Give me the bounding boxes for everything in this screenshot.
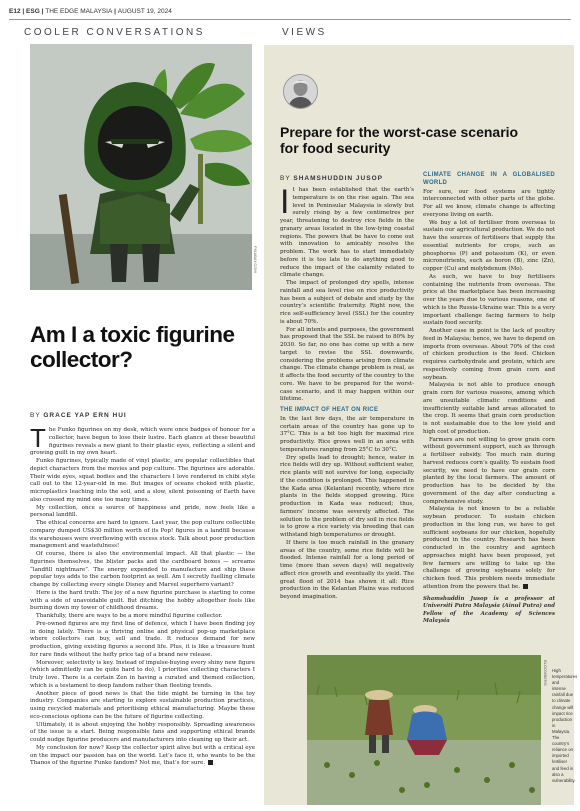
figurine-photo — [30, 44, 252, 290]
right-paragraph: Dry spells lead to drought; hence, water in rice fields will dry up. Without sufficient water, rice plants will not survive for long, especially if the condition is prolonged. This happened in the Kada area (Kelantan) recently, where rice plants in the fields stopped growing. Rice production in Kada was reduced; thus, farmers’ income was severely affected. The solution to the problem of dry soil in rice fields is to grow a rice variety via breeding that can withstand high temperatures or drought. — [280, 454, 414, 538]
author-bio: Shamshuddin Jusop is a professor at Universiti Putra Malaysia (Ainul Putra) and Fellow of the Academy of Sciences Malaysia — [423, 595, 555, 624]
author-portrait — [283, 74, 318, 109]
right-paragraph: We buy a lot of fertiliser from overseas to sustain our agricultural production. We do not have the sources of fertilisers that supply the essential nutrients for crops, such as phosphorus (P) and potassium (K), or even micronutrients, such as boron (B), zinc (Zn), copper (Cu) and molybdenum (Mo). — [423, 219, 555, 272]
left-paragraph: Thankfully, there are ways to be a more mindful figurine collector. — [36, 613, 223, 619]
section-label-left: COOLER CONVERSATIONS — [24, 27, 205, 38]
end-mark-icon — [523, 584, 528, 589]
portrait-illustration — [284, 75, 317, 108]
left-paragraph: Of course, there is also the environmental impact. All that plastic — the figurines themselves, the blister packs and the cardboard boxes — screams “landfill nightmare”. The energy expended to manufacture and ship these popular toys adds to the carbon footprint as well. Am I secretly fuelling climate change by collecting every single Disney and Marvel superhero variant? — [30, 551, 255, 588]
right-paragraph: Another case in point is the lack of poultry feed in Malaysia; hence, we have to depend on imports from overseas. About 70% of the cost of chicken production is the feed. Chicken requires carbohydrate and protein, which are respectively coming from grain corn and soybean. — [423, 328, 555, 381]
right-paragraph — [280, 183, 414, 280]
left-paragraph: Ultimately, it is about enjoying the hobby responsibly. Spreading awareness of the issue is a start. Being responsible fans and supporting ethical brands could nudge figurine producers and manufacturers into cleaning up their act. — [30, 721, 255, 743]
left-paragraph — [30, 745, 255, 768]
left-byline — [30, 412, 127, 419]
photo-credit-right: BLOOMBERG — [543, 660, 548, 686]
right-paragraph: For all intents and purposes, the government has proposed that the SSL be raised to 80% by 2030. So far, no one has come up with a new target to revise the SSL downwards, considering the problems arising from climate change. The climate change problem is real, as it affects the food security of the country to the core. We have to be prepared for the worst-case scenario, and it may happen within our lifetime. — [280, 326, 414, 403]
right-paragraph: The impact of prolonged dry spells, intense rainfall and sea level rise on rice productivity has been a subject of debate and study by the country’s scientific fraternity. Right now, the rice self-sufficiency level (SSL) for the country is about 70%. — [280, 280, 414, 325]
byline-prefix: BY — [280, 175, 291, 182]
byline-prefix: BY — [30, 412, 41, 419]
left-dropcap: T — [30, 423, 46, 453]
left-paragraph: The ethical concerns are hard to ignore. Last year, the pop culture collectible company dumped US$30 million worth of its Pop! figures in a landfill because its warehouses were overflowing with excess stock. Talk about poor production management and wastefulness! — [30, 520, 255, 550]
right-author: SHAMSHUDDIN JUSOP — [293, 175, 383, 182]
right-paragraph: For sure, our food systems are tightly interconnected with other parts of the globe. For all we know, climate change is affecting everyone living on earth. — [423, 188, 555, 218]
subhead-globalised-world: CLIMATE CHANGE IN A GLOBALISED WORLD — [423, 172, 555, 186]
right-paragraph: As such, we have to buy fertilisers containing the nutrients from overseas. The price at the marketplace has been increasing over the years due to various reasons, one of which is the Russia-Ukraine war. This is a very important challenge facing farmers to help sustain food security. — [423, 273, 555, 327]
right-paragraph — [423, 506, 555, 591]
right-headline: Prepare for the worst-case scenario for food security — [280, 124, 519, 156]
right-byline — [280, 175, 383, 182]
folio-separator: | — [41, 8, 44, 15]
left-paragraph: Funko figurines, typically made of vinyl plastic, are popular collectibles that depict characters from the movies and pop culture. The figurines are adorable. Their wide eyes, squat bodies and the characters I love rendered in chibi style call out to the 12-year-old in me. But images of oceans choked with plastic, microplastics leaching into the soil, and a slow, silent poisoning of Earth have also crossed my mind one too many times. — [30, 458, 255, 503]
figurine-illustration — [30, 44, 252, 290]
right-paragraph: Malaysia is not able to produce enough grain corn for various reasons, among which are unsuitable climatic conditions and insufficiently suitable land areas allocated to the crop. It seems that grain corn production is not sustainable due to the low yield and high cost of production. — [423, 382, 555, 435]
right-paragraph-text: t has been established that the earth’s temperature is on the rise again. The sea level in Peninsular Malaysia is slowly but surely rising by a few centimetres per year, threatening to destroy rice fields in the granary areas located in the low-lying coastal regions. The powers that be have to come out with innovation to amicably resolve the problem. The work has to start immediately before it is too late to do anything good to reduce the impact of the calamity related to climate change. — [280, 187, 414, 279]
page-number: E12 — [9, 8, 21, 15]
right-paragraph: If there is too much rainfall in the granary areas of the country, some rice fields will be flooded. Intense rainfall for a long period of time (more than seven days) will negatively affect rice growth and eventually its yield. The great flood of 2014 has shown it all: Rice production in the Kelantan Plains was reduced beyond imagination. — [280, 539, 414, 600]
right-paragraph-text: Malaysia is not known to be a reliable soybean producer. To sustain chicken production in the long run, we have to get sufficient soybeans for our chicken, hopefully produced in the country. Research has been conducted in the country and agritech approaches might have been proposed, yet few farmers are willing to take up the challenge of growing soybeans solely for chicken feed. This problem needs immediate attention from the powers that be. — [423, 506, 555, 590]
left-paragraph: Another piece of good news is that the tide might be turning in the toy industry. Companies are starting to explore sustainable production practices, using recycled materials and prioritising ethical manufacturing. Maybe these eco-conscious options can be the future of figurine collecting. — [30, 690, 255, 720]
end-mark-icon — [208, 760, 213, 765]
left-paragraph: My collection, once a source of happiness and pride, now feels like a personal landfill. — [30, 504, 255, 519]
left-paragraph — [30, 423, 255, 458]
rice-field-photo — [307, 655, 541, 805]
right-paragraph: In the last few days, the air temperature in certain areas of the country has gone up to 37°C. This is a bit too high for maximal rice productivity. Rice grows well in an area with temperatures ranging from 25°C to 30°C. — [280, 415, 414, 453]
section-label-right: VIEWS — [282, 27, 327, 38]
header-rule — [9, 19, 571, 20]
section-brand: ESG — [26, 8, 40, 15]
photo-credit-left: PIXABAY.COM — [253, 246, 258, 273]
left-author: GRACE YAP ERN HUI — [43, 412, 127, 419]
right-column-2 — [423, 172, 555, 626]
photo-caption: High temperatures and intense rainfall due to climate change will impact rice production in Malaysia. The country’s reliance on imported fertiliser and feed is also a vulnerability. — [552, 668, 578, 783]
left-paragraph-text: he Funko figurines on my desk, which were once badges of honour for a collector, have begun to lose their lustre. Each glance at these beautiful figurines reveals a new giant to their plastic eyes, reflecting a silent and growing guilt in my own heart. — [30, 427, 255, 457]
folio-separator: | — [114, 8, 116, 15]
masthead: THE EDGE MALAYSIA — [45, 8, 113, 15]
page-folio — [9, 8, 172, 15]
left-paragraph-text: My conclusion for now? Keep the collector spirit alive but with a critical eye on the impact our passion has on the world. Let’s face it, who wants to be the Thanos of the figurine Funko fandom? Not me, that’s for sure. — [30, 744, 255, 767]
left-paragraph: Here is the hard truth: The joy of a new figurine purchase is starting to come with a side of unavoidable guilt. But ditching the hobby altogether feels like burning down my tower of childhood dreams. — [30, 589, 255, 612]
rice-field-illustration — [307, 655, 541, 805]
issue-date: AUGUST 19, 2024 — [117, 8, 172, 15]
left-paragraph: Moreover, selectivity is key. Instead of impulse-buying every shiny new figure (which admittedly can be quite hard to do), I prioritise collecting characters I truly love. There is a certain Zen in having a curated and themed collection, which is a testament to deep fandom rather than fleeting trends. — [30, 659, 255, 689]
left-headline: Am I a toxic figurine collector? — [30, 322, 235, 372]
left-article-body — [30, 423, 255, 768]
folio-separator: | — [22, 8, 25, 15]
left-paragraph: Pre-owned figures are my first line of defence, which I have been finding joy in doing lately. There is a thriving online and physical pop-up marketplace where collectors can buy, sell and trade. It reduces demand for new production, giving existing figures a second life. Plus, it is like a treasure hunt for rare finds without the hefty price tag of a brand new release. — [30, 620, 255, 658]
subhead-heat-on-rice: THE IMPACT OF HEAT ON RICE — [280, 407, 379, 413]
right-dropcap: I — [280, 183, 290, 221]
right-column-1 — [280, 183, 414, 602]
right-paragraph: Farmers are not willing to grow grain corn without government support, such as through a fertiliser subsidy. Too much rain during harvest reduces corn’s quality. To sustain food security, we need to have our grain corn planted by the local farmers. The amount of production has to be decided by the government of the day after conducting a comprehensive study. — [423, 436, 555, 505]
